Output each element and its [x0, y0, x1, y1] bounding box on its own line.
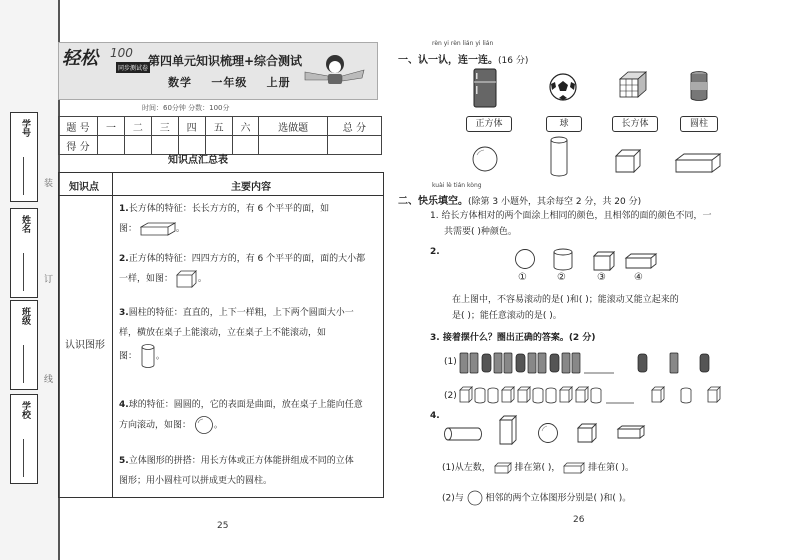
- item-text: 圆柱的特征：直直的，上下一样粗，上下两个圆面大小一: [128, 308, 354, 318]
- refrigerator-icon: [472, 68, 498, 108]
- item-number: 1.: [119, 204, 129, 214]
- score-cell: 四: [178, 117, 205, 136]
- inline-sphere-icon: [467, 490, 483, 506]
- score-input[interactable]: [327, 136, 381, 155]
- score-input[interactable]: [259, 136, 327, 155]
- q2-s1-line1: 1. 给长方体相对的两个面涂上相同的颜色，且相邻的面的颜色不同，一: [430, 211, 712, 221]
- q4-line1: [442, 460, 634, 476]
- circled-number-4: ④: [634, 272, 643, 283]
- item-text: 样，横放在桌子上能滚动，立在桌子上不能滚动，如: [119, 328, 327, 338]
- left-page-number: 25: [217, 521, 229, 531]
- summary-item-3: [119, 303, 377, 369]
- sequence-1-icons: [458, 350, 618, 376]
- score-input[interactable]: [232, 136, 259, 155]
- item-period: 。: [175, 224, 185, 234]
- answer-options-2[interactable]: [650, 384, 722, 406]
- q2-s2-line1[interactable]: 在上图中，不容易滚动的是( )和( )；能滚动又能立起来的: [452, 295, 679, 305]
- item-number: 2.: [119, 254, 129, 264]
- score-cell: 三: [151, 117, 178, 136]
- q4-line1-a: (1)从左数，: [442, 463, 491, 473]
- grade: 一年级: [211, 76, 248, 89]
- q1-title: [398, 51, 528, 66]
- class-field[interactable]: [10, 300, 38, 390]
- ball-icon: [537, 422, 559, 444]
- inline-cuboid-icon: [494, 462, 512, 474]
- item-text: 图：: [119, 224, 138, 234]
- q2-s3: [430, 330, 595, 346]
- q2-title: [398, 192, 641, 207]
- q2-s3-text: 3. 接着摆什么？圈出正确的答案。(2 分): [430, 333, 596, 343]
- rubiks-cube-icon: [618, 70, 648, 100]
- item-period: 。: [197, 274, 207, 284]
- cut-mark-1: 装: [44, 179, 54, 189]
- flat-cuboid-icon: [616, 424, 646, 440]
- summary-header: [59, 173, 383, 196]
- q4-line1-c[interactable]: 排在第( )。: [588, 463, 635, 473]
- q1-points: (16 分): [498, 56, 529, 66]
- score-cell: 一: [98, 117, 125, 136]
- cylinder-icon: [140, 343, 156, 369]
- cylinder-2-icon: [552, 248, 574, 272]
- item-text: 球的特征：圆圆的，它的表面是曲面，放在桌子上能向任意: [128, 400, 363, 410]
- item-number: 3.: [119, 308, 129, 318]
- item-text: 长方体的特征：长长方方的，有 6 个平平的面，如: [128, 204, 330, 214]
- q1-title-text: 一、认一认，连一连。: [398, 55, 498, 66]
- soccer-ball-icon: [548, 72, 578, 102]
- item-text: 图：: [119, 351, 138, 362]
- q1-pinyin: rèn yi rèn lián yi lián: [432, 40, 494, 47]
- q2-title-text: 二、快乐填空。: [398, 196, 468, 207]
- cube-icon: [176, 270, 198, 288]
- name-label: 姓名: [20, 215, 30, 233]
- student-id-label: 学号: [20, 119, 30, 137]
- label-cuboid[interactable]: 长方体: [612, 116, 658, 132]
- item-period: 。: [155, 351, 165, 362]
- cylinder-shape-icon: [548, 136, 570, 178]
- item-text: 一样，如图：: [119, 274, 174, 284]
- summary-item-4: [119, 395, 377, 436]
- seq1-label: (1): [444, 357, 457, 367]
- score-input[interactable]: [124, 136, 151, 155]
- inline-flat-cuboid-icon: [563, 462, 585, 474]
- sphere-shape-icon: [470, 144, 500, 174]
- subject: 数学: [168, 76, 192, 89]
- cube-shape-icon: [614, 148, 642, 174]
- subject-line: [168, 74, 291, 90]
- col-main-content: 主要内容: [231, 182, 271, 193]
- score-cell: 题 号: [59, 117, 98, 136]
- unit-title: 第四单元知识梳理+综合测试: [148, 54, 303, 68]
- sphere-icon: [194, 415, 214, 435]
- can-icon: [688, 70, 710, 102]
- sequence-2-icons: [458, 384, 638, 406]
- summary-item-1: [119, 199, 377, 239]
- item-period: 。: [213, 420, 223, 431]
- logo-tag: 同步测试卷: [116, 62, 150, 73]
- item-text: 图形；用小圆柱可以拼成更大的圆柱。: [119, 476, 273, 486]
- q4-line2-a: (2)与: [442, 493, 464, 504]
- col-knowledge-point: 知识点: [69, 182, 99, 193]
- logo-script: 100: [110, 46, 133, 60]
- score-table: [58, 116, 382, 155]
- cut-mark-3: 线: [44, 375, 54, 385]
- item-number: 5.: [119, 456, 129, 466]
- score-input[interactable]: [98, 136, 125, 155]
- q4-line2: [442, 490, 631, 507]
- circled-number-3: ③: [597, 272, 606, 283]
- volume: 上册: [266, 76, 291, 89]
- school-field[interactable]: [10, 394, 38, 484]
- column-divider: [112, 173, 113, 497]
- q2-s2-text: [452, 292, 772, 324]
- school-label: 学校: [20, 401, 30, 419]
- summary-item-2: [119, 249, 377, 289]
- score-label: 得 分: [59, 136, 98, 155]
- q4-line1-b[interactable]: 排在第( )，: [514, 463, 561, 473]
- score-cell: 六: [232, 117, 259, 136]
- small-cube-icon: [576, 422, 598, 444]
- item-text: 正方体的特征：四四方方的，有 6 个平平的面，面的大小都: [128, 254, 366, 264]
- seq2-label: (2): [444, 391, 457, 401]
- q2-s1: [430, 208, 770, 240]
- summary-item-5: [119, 451, 377, 491]
- circled-number-1: ①: [518, 272, 527, 283]
- label-sphere[interactable]: 球: [546, 116, 582, 132]
- sphere-1-icon: [513, 248, 537, 270]
- logo: 轻松: [62, 48, 98, 69]
- score-cell: 选做题: [259, 117, 327, 136]
- score-cell: 二: [124, 117, 151, 136]
- item-text: 立体图形的拼搭：用长方体或正方体能拼组成不同的立体: [128, 456, 354, 466]
- score-cell: 总 分: [327, 117, 381, 136]
- lying-cylinder-icon: [444, 426, 484, 442]
- student-id-field[interactable]: [10, 112, 38, 202]
- cuboid-4-icon: [624, 252, 658, 270]
- q2-s2-number: 2.: [430, 247, 440, 257]
- tall-cuboid-icon: [498, 414, 518, 446]
- answer-options-1[interactable]: [636, 350, 716, 376]
- score-header-row: [59, 117, 382, 136]
- cut-mark-2: 订: [44, 275, 54, 285]
- q2-points-note: (除第 3 小题外，其余每空 2 分，共 20 分): [468, 197, 642, 207]
- topic-name: 认识图形: [65, 340, 105, 351]
- score-cell: 五: [205, 117, 232, 136]
- q2-s4-number: 4.: [430, 411, 440, 421]
- q2-pinyin: kuài lè tián kòng: [432, 182, 482, 189]
- cube-3-icon: [592, 250, 616, 272]
- name-field[interactable]: [10, 208, 38, 298]
- q2-s2-line2[interactable]: 是( )；能任意滚动的是( )。: [452, 311, 562, 321]
- summary-title: 知识点汇总表: [168, 155, 228, 166]
- summary-table: [58, 172, 384, 498]
- cartoon-kid-icon: [300, 50, 370, 90]
- class-label: 班级: [20, 307, 30, 325]
- cuboid-shape-icon: [674, 152, 722, 174]
- time-score-info: 时间：60分钟 分数：100分: [142, 104, 230, 112]
- item-text: 方向滚动，如图：: [119, 420, 192, 431]
- item-number: 4.: [119, 400, 129, 410]
- q2-s1-line2[interactable]: 共需要( )种颜色。: [444, 227, 517, 237]
- cuboid-icon: [140, 222, 176, 236]
- circled-number-2: ②: [557, 272, 566, 283]
- label-cylinder[interactable]: 圆柱: [680, 116, 718, 132]
- right-page-number: 26: [573, 515, 585, 525]
- q4-line2-b[interactable]: 相邻的两个立体图形分别是( )和( )。: [485, 493, 632, 504]
- label-cube[interactable]: 正方体: [466, 116, 512, 132]
